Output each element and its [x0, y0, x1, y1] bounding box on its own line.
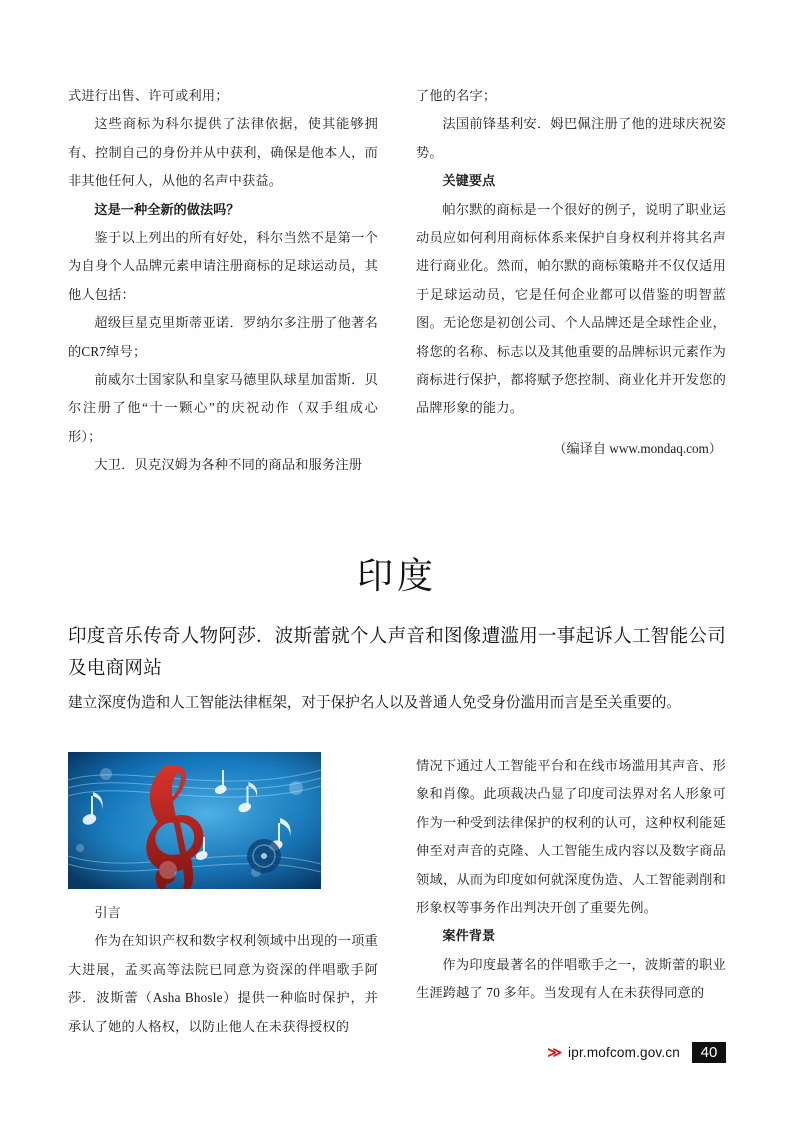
paragraph: 作为印度最著名的伴唱歌手之一，波斯蕾的职业生涯跨越了 70 多年。当发现有人在未获得同意的: [416, 956, 726, 1001]
page-footer: [547, 1042, 726, 1063]
paragraph: 超级巨星克里斯蒂亚诺．罗纳尔多注册了他著名的CR7绰号；: [68, 315, 378, 359]
article-left-column: [68, 752, 378, 1041]
paragraph: 式进行出售、许可或利用；: [68, 88, 229, 103]
article-header: [68, 620, 728, 717]
paragraph: 法国前锋基利安．姆巴佩注册了他的进球庆祝姿势。: [416, 116, 726, 160]
music-notes-illustration: [68, 752, 321, 889]
top-article: [68, 82, 726, 480]
double-chevron-icon: ≫: [547, 1044, 561, 1060]
paragraph: 情况下通过人工智能平台和在线市场滥用其声音、形象和肖像。此项裁决凸显了印度司法界对名人形象可作为一种受到法律保护的权利的认可，这种权利能延伸至对声音的克隆、人工智能生成内容以及数字商品领域，从而为印度如何就深度伪造、人工智能剥削和形象权等事务作出判决开创了重要先例。: [416, 758, 726, 916]
article-right-column: [416, 752, 726, 1041]
top-article-columns: [68, 82, 726, 480]
subheading: 案件背景: [442, 928, 496, 944]
article-body: [68, 752, 728, 1041]
paragraph: 前威尔士国家队和皇家马德里队球星加雷斯．贝尔注册了他“十一颗心”的庆祝动作（双手组成心形）；: [68, 372, 378, 444]
paragraph: 鉴于以上列出的所有好处，科尔当然不是第一个为自身个人品牌元素申请注册商标的足球运动员，其他人包括：: [68, 230, 378, 302]
paragraph: 作为在知识产权和数字权利领域中出现的一项重大进展，孟买高等法院已同意为资深的伴唱歌手阿莎．波斯蕾（Asha Bhosle）提供一种临时保护，并承认了她的人格权，以防止他人在未获得授权的: [68, 933, 378, 1034]
figure-caption: 引言: [94, 905, 121, 920]
top-article-left-column: [68, 82, 378, 480]
article-columns: [68, 752, 728, 1041]
page-number-badge: 40: [692, 1042, 726, 1063]
article-deck: 建立深度伪造和人工智能法律框架，对于保护名人以及普通人免受身份滥用而言是至关重要的。: [68, 695, 681, 711]
country-heading: 印度: [356, 556, 437, 596]
subheading: 关键要点: [442, 173, 496, 189]
paragraph: 了他的名字；: [416, 88, 497, 103]
footer-url[interactable]: ipr.mofcom.gov.cn: [568, 1045, 680, 1060]
article-image: [68, 752, 321, 889]
top-article-right-column: [416, 82, 726, 480]
paragraph: 大卫．贝克汉姆为各种不同的商品和服务注册: [94, 457, 363, 473]
subheading: 这是一种全新的做法吗？: [94, 201, 240, 217]
page-title: 印度音乐传奇人物阿莎．波斯蕾就个人声音和图像遭滥用一事起诉人工智能公司及电商网站: [68, 625, 727, 678]
paragraph: 帕尔默的商标是一个很好的例子，说明了职业运动员应如何利用商标体系来保护自身权利并将其名声进行商业化。然而，帕尔默的商标策略并不仅仅适用于足球运动员，它是任何企业都可以借鉴的明智蓝图。无论您是初创公司、个人品牌还是全球性企业，将您的名称、标志以及其他重要的品牌标识元素作为商标进行保护，都将赋予您控制、商业化并开发您的品牌形象的能力。: [416, 201, 726, 416]
source-note: （编译自 www.mondaq.com）: [553, 440, 722, 456]
paragraph: 这些商标为科尔提供了法律依据，使其能够拥有、控制自己的身份并从中获利，确保是他本人，而非其他任何人，从他的名声中获益。: [68, 116, 378, 189]
